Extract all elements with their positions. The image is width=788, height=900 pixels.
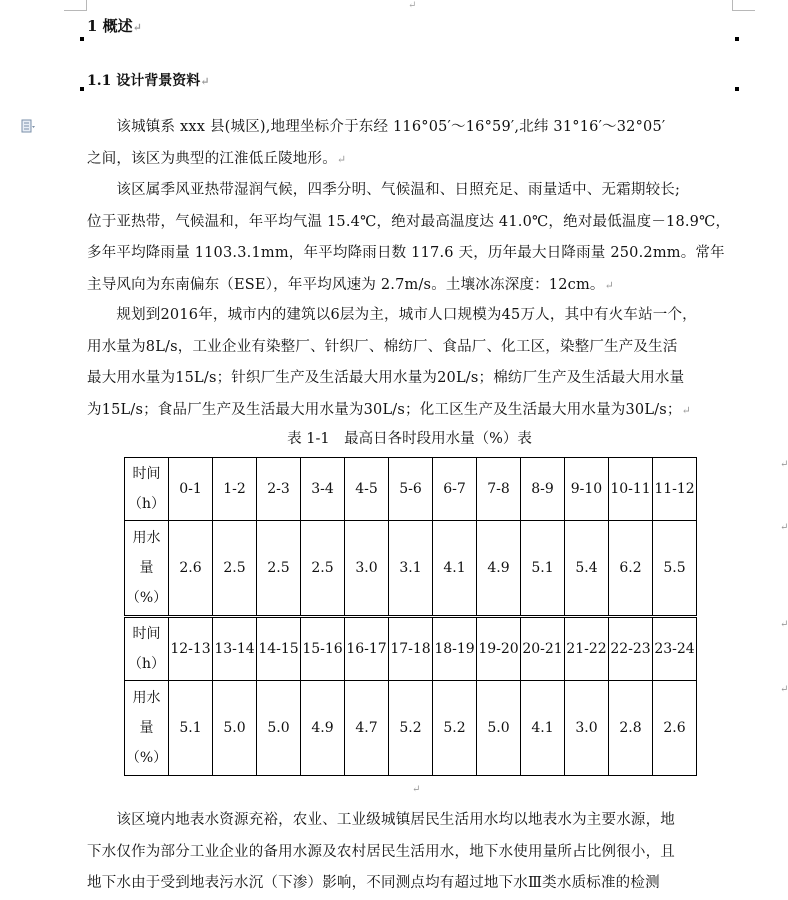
table-row	[125, 681, 697, 776]
period-cell: 23-24	[653, 617, 697, 681]
period-cell: 6-7	[433, 458, 477, 521]
period-cell: 3-4	[301, 458, 345, 521]
row-end-mark: ↵	[780, 684, 788, 695]
usage-cell: 3.0	[345, 521, 389, 617]
usage-cell: 5.2	[433, 681, 477, 776]
usage-cell: 5.1	[521, 521, 565, 617]
top-paragraph-mark: ↵	[408, 0, 417, 11]
time-header-cell: 时间 （h）	[125, 458, 169, 521]
period-cell: 16-17	[345, 617, 389, 681]
usage-cell: 2.6	[169, 521, 213, 617]
period-cell: 2-3	[257, 458, 301, 521]
usage-cell: 5.0	[477, 681, 521, 776]
heading-2: 1.1 设计背景资料↵	[87, 73, 210, 89]
period-cell: 0-1	[169, 458, 213, 521]
period-cell: 21-22	[565, 617, 609, 681]
table-caption: 表 1-1 最高日各时段用水量（%）表	[287, 431, 532, 447]
usage-cell: 5.0	[257, 681, 301, 776]
paragraph-water-resources: 该区境内地表水资源充裕，农业、工业级城镇居民生活用水均以地表水为主要水源，地 下水仅作为部分工业企业的备用水源及农村居民生活用水，地下水使用量所占比例很小，且 地下水由于受到地表污水沉（下渗）影响，不同测点均有超过地下水Ⅲ类水质标准的检测	[87, 812, 675, 891]
water-usage-table	[124, 457, 697, 776]
row-end-mark: ↵	[780, 522, 788, 533]
paragraph-layout-icon[interactable]	[20, 119, 36, 135]
page-corner-mark-left	[64, 0, 87, 11]
usage-header-cell: 用水 量 （%）	[125, 521, 169, 617]
period-cell: 11-12	[653, 458, 697, 521]
usage-cell: 2.8	[609, 681, 653, 776]
period-cell: 22-23	[609, 617, 653, 681]
period-cell: 15-16	[301, 617, 345, 681]
period-cell: 19-20	[477, 617, 521, 681]
period-cell: 12-13	[169, 617, 213, 681]
format-marker-dot	[735, 37, 739, 41]
paragraph-location: 该城镇系 xxx 县(城区),地理坐标介于东经 116°05′～16°59′,北纬 31°16′～32°05′ 之间，该区为典型的江淮低丘陵地形。↵	[87, 119, 666, 167]
usage-cell: 5.4	[565, 521, 609, 617]
period-cell: 1-2	[213, 458, 257, 521]
format-marker-dot	[80, 87, 84, 91]
period-cell: 13-14	[213, 617, 257, 681]
usage-header-cell: 用水 量 （%）	[125, 681, 169, 776]
time-header-cell: 时间 （h）	[125, 617, 169, 681]
usage-cell: 2.5	[301, 521, 345, 617]
usage-cell: 4.9	[301, 681, 345, 776]
period-cell: 17-18	[389, 617, 433, 681]
usage-cell: 5.5	[653, 521, 697, 617]
page-corner-mark-right	[732, 0, 755, 11]
usage-cell: 2.5	[213, 521, 257, 617]
period-cell: 7-8	[477, 458, 521, 521]
table-row	[125, 617, 697, 681]
usage-cell: 4.9	[477, 521, 521, 617]
period-cell: 18-19	[433, 617, 477, 681]
usage-cell: 3.0	[565, 681, 609, 776]
period-cell: 14-15	[257, 617, 301, 681]
format-marker-dot	[80, 37, 84, 41]
period-cell: 5-6	[389, 458, 433, 521]
row-end-mark: ↵	[780, 619, 788, 630]
usage-cell: 4.1	[521, 681, 565, 776]
period-cell: 10-11	[609, 458, 653, 521]
usage-cell: 4.7	[345, 681, 389, 776]
period-cell: 20-21	[521, 617, 565, 681]
usage-cell: 4.1	[433, 521, 477, 617]
period-cell: 4-5	[345, 458, 389, 521]
format-marker-dot	[735, 87, 739, 91]
paragraph-mark: ↵	[412, 784, 421, 795]
usage-cell: 5.1	[169, 681, 213, 776]
usage-cell: 3.1	[389, 521, 433, 617]
table-row	[125, 458, 697, 521]
usage-cell: 2.6	[653, 681, 697, 776]
paragraph-planning: 规划到2016年，城市内的建筑以6层为主，城市人口规模为45万人，其中有火车站一个， 用水量为8L/s，工业企业有染整厂、针织厂、棉纺厂、食品厂、化工区，染整厂生产及生活 最大用水量为15L/s；针织厂生产及生活最大用水量为20L/s；棉纺厂生产及生活最大用水量 为15L/s；食品厂生产及生活最大用水量为30L/s；化工区生产及生活最大用水量为30L/s；↵	[87, 307, 697, 418]
paragraph-climate: 该区属季风亚热带湿润气候，四季分明、气候温和、日照充足、雨量适中、无霜期较长; 位于亚热带，气候温和，年平均气温 15.4℃，绝对最高温度达 41.0℃，绝对最低温度－18.9℃， 多年平均降雨量 1103.3.1mm，年平均降雨日数 117.6 天，历年最大日降雨量 250.2mm。常年 主导风向为东南偏东（ESE），年平均风速为 2.7m/s。土壤冰冻深度：12cm。↵	[87, 182, 731, 293]
period-cell: 9-10	[565, 458, 609, 521]
heading-1: 1 概述↵	[87, 17, 142, 35]
period-cell: 8-9	[521, 458, 565, 521]
usage-cell: 6.2	[609, 521, 653, 617]
usage-cell: 2.5	[257, 521, 301, 617]
table-row	[125, 521, 697, 617]
row-end-mark: ↵	[780, 459, 788, 470]
usage-cell: 5.0	[213, 681, 257, 776]
usage-cell: 5.2	[389, 681, 433, 776]
